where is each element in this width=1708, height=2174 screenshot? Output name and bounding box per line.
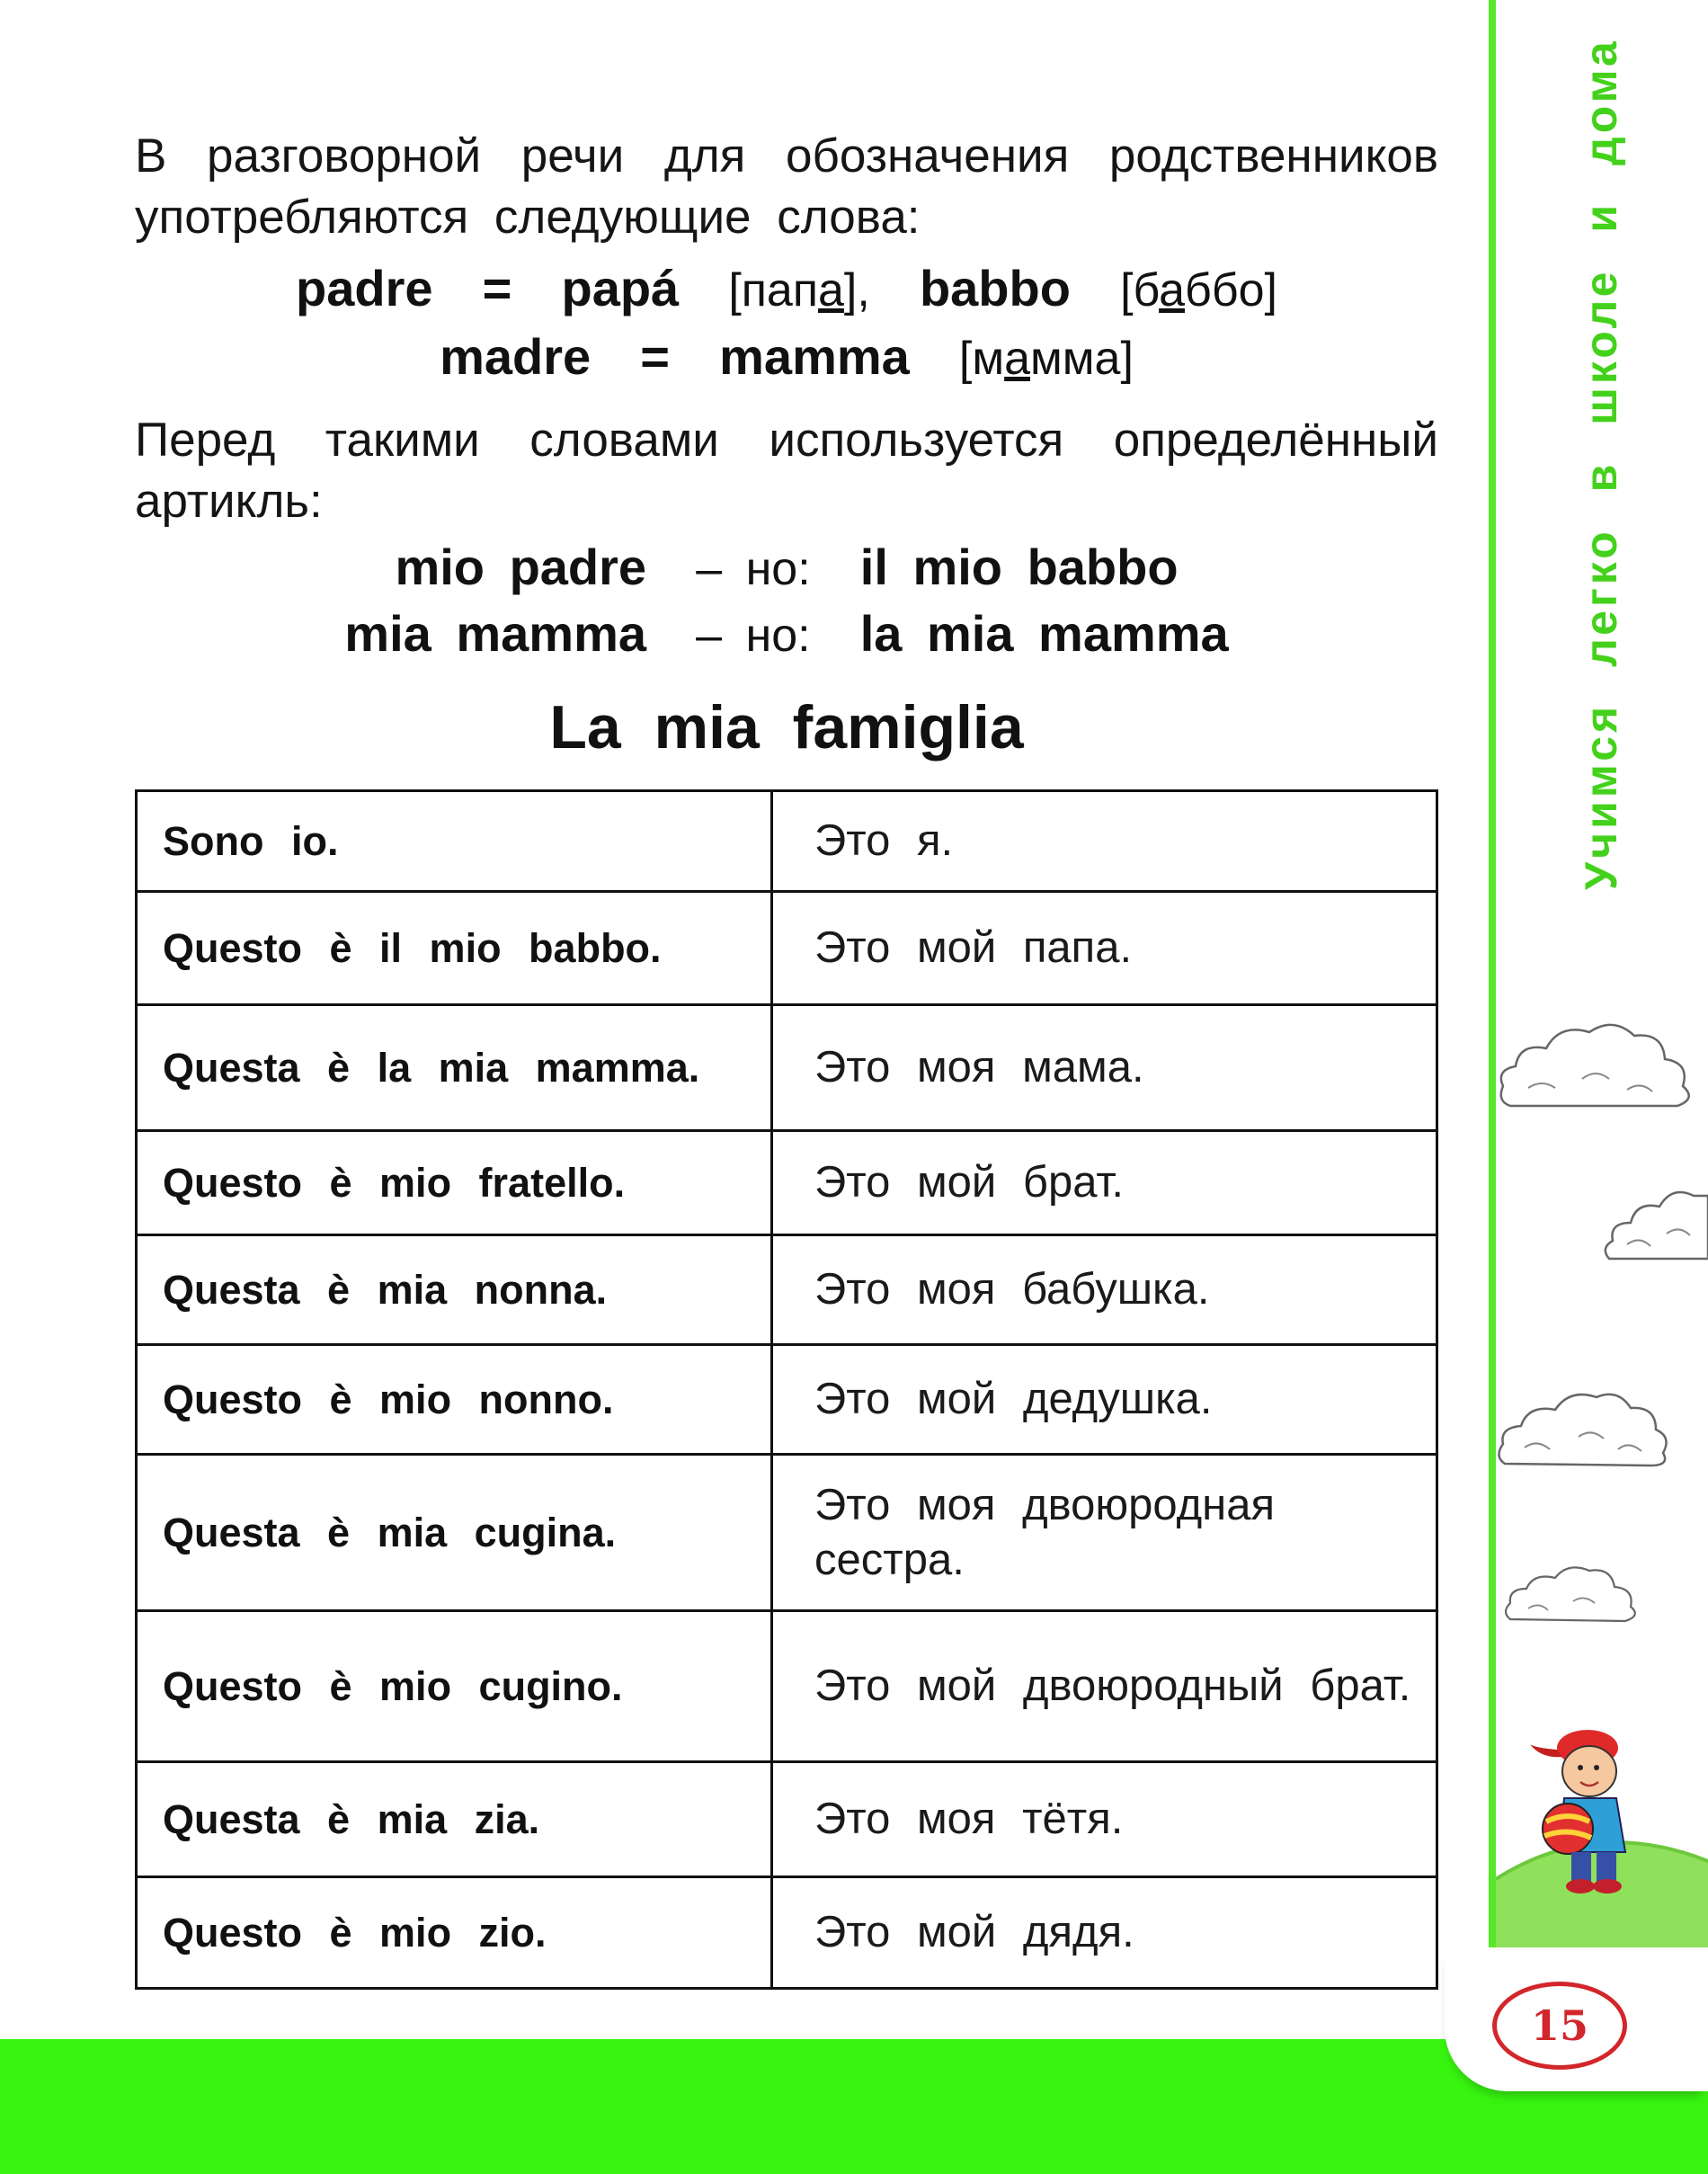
bottom-green-band [0,2039,1708,2174]
russian-translation: Это мой брат. [772,1131,1437,1235]
russian-translation: Это мой дядя. [772,1877,1437,1989]
equals-sign: = [640,328,670,385]
italian-phrase: Questa è la mia mamma. [137,1005,772,1131]
example-separator: – но: [696,610,811,662]
cloud-icon [1492,1385,1672,1479]
russian-translation: Это моя бабушка. [772,1235,1437,1345]
vocabulary-table [135,789,1438,1990]
sidebar-border-line [1489,0,1496,1960]
italian-phrase: Questo è mio zio. [137,1877,772,1989]
transcription-babbo: [баббо] [1120,264,1277,316]
word-babbo: babbo [919,260,1071,316]
italian-phrase: Questa è mia nonna. [137,1235,772,1345]
italian-phrase: Questo è mio cugino. [137,1611,772,1762]
intro-paragraph: В разговорной речи для обозначения родственников употребляются следующие слова: [135,129,1438,244]
table-row [137,1455,1437,1611]
russian-translation: Это мой папа. [772,892,1437,1005]
article-example-1 [135,534,1438,602]
example-left: mia mamma [344,605,647,662]
table-row [137,1762,1437,1877]
table-row [137,1235,1437,1345]
page-number: 15 [1492,1982,1627,2070]
table-row [137,892,1437,1005]
italian-phrase: Sono io. [137,791,772,892]
word-mamma: mamma [719,328,910,385]
russian-translation: Это моя мама. [772,1005,1437,1131]
example-separator: – но: [696,543,811,595]
boy-with-ball-illustration [1517,1717,1643,1897]
italian-phrase: Questa è mia cugina. [137,1455,772,1611]
example-line-padre [135,255,1438,324]
word-padre: padre [296,260,433,316]
table-row [137,1345,1437,1455]
table-row [137,1005,1437,1131]
russian-translation: Это я. [772,791,1437,892]
table-row [137,1877,1437,1989]
italian-phrase: Questa è mia zia. [137,1762,772,1877]
russian-translation: Это мой дедушка. [772,1345,1437,1455]
italian-phrase: Questo è il mio babbo. [137,892,772,1005]
article-example-2 [135,601,1438,669]
italian-phrase: Questo è mio fratello. [137,1131,772,1235]
example-right: il mio babbo [859,539,1179,595]
russian-translation: Это моя двоюродная сестра. [772,1455,1437,1611]
word-madre: madre [440,328,592,385]
transcription-mamma: [мамма] [958,333,1134,385]
word-papa: papá [561,260,680,316]
table-row [137,1131,1437,1235]
example-left: mio padre [395,539,647,595]
cloud-icon [1492,1016,1699,1133]
section-title: La mia famiglia [549,693,1024,762]
cloud-icon [1499,1560,1643,1632]
russian-translation: Это мой двоюродный брат. [772,1611,1437,1762]
cloud-icon [1600,1178,1708,1277]
table-row [137,791,1437,892]
equals-sign: = [482,260,512,316]
transcription-papa: [папа], [728,264,870,316]
example-right: la mia mamma [859,605,1229,662]
sidebar-vertical-title: Учимся легко в школе и дома [1576,38,1626,890]
table-row [137,1611,1437,1762]
example-line-madre [135,324,1438,392]
russian-translation: Это моя тётя. [772,1762,1437,1877]
article-note-paragraph: Перед такими словами используется определённый артикль: [135,414,1438,528]
italian-phrase: Questo è mio nonno. [137,1345,772,1455]
